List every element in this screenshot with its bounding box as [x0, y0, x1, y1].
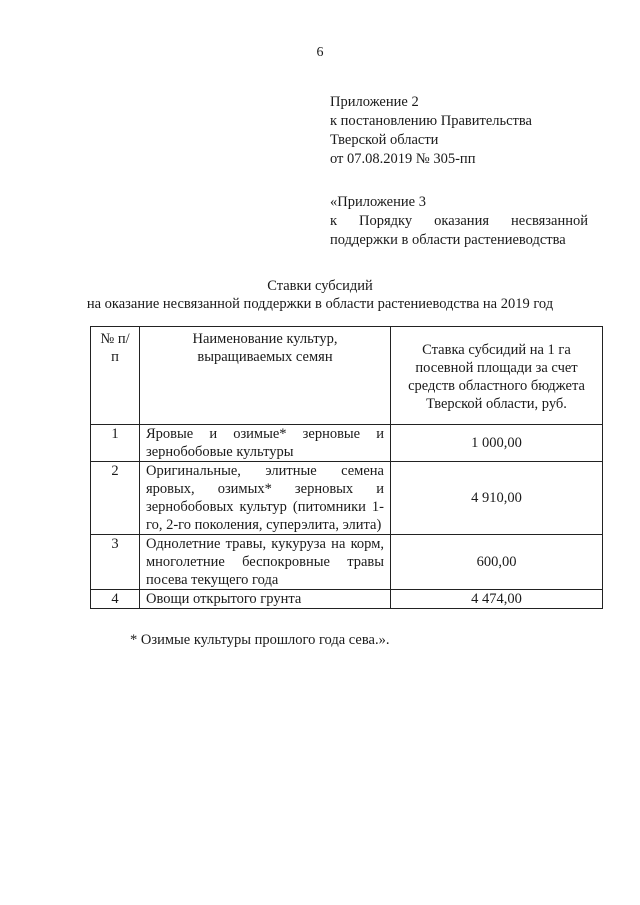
document-title [0, 277, 640, 313]
row-name [140, 590, 391, 609]
subsidy-rates-table [90, 326, 603, 609]
page-number: 6 [316, 45, 324, 60]
table-header-row [91, 327, 603, 425]
row-name-text: Овощи открытого грунта [146, 591, 302, 607]
row-name [140, 535, 391, 590]
table-row [91, 425, 603, 462]
appendix-3-header [330, 193, 588, 250]
row-num: 1 [91, 425, 140, 462]
header-name: Наименование культур, выращиваемых семян [140, 327, 391, 425]
row-rate: 4 910,00 [391, 462, 603, 535]
row-rate: 1 000,00 [391, 425, 603, 462]
appendix-2-line: от 07.08.2019 № 305-пп [330, 151, 476, 167]
appendix-3-line: к Порядку оказания несвязанной [330, 213, 588, 229]
appendix-2-line: к постановлению Правительства [330, 113, 532, 129]
row-num: 4 [91, 590, 140, 609]
appendix-3-line: «Приложение 3 [330, 194, 426, 210]
row-name [140, 462, 391, 535]
row-name-text: Однолетние травы, кукуруза на корм, многолетние беспокровные травы посева текущего года [146, 536, 384, 588]
row-rate: 600,00 [391, 535, 603, 590]
row-num: 2 [91, 462, 140, 535]
title-line: Ставки субсидий [267, 278, 373, 294]
row-name-text: Яровые и озимые* зерновые и зернобобовые культуры [146, 426, 384, 460]
table-row [91, 590, 603, 609]
footnote: * Озимые культуры прошлого года сева.». [130, 632, 390, 648]
row-rate: 4 474,00 [391, 590, 603, 609]
title-line: на оказание несвязанной поддержки в области растениеводства на 2019 год [86, 296, 554, 312]
table-row [91, 462, 603, 535]
appendix-2-line: Приложение 2 [330, 94, 419, 110]
table-row [91, 535, 603, 590]
appendix-2-line: Тверской области [330, 132, 439, 148]
appendix-2-header [330, 93, 600, 169]
row-num: 3 [91, 535, 140, 590]
row-name-text: Оригинальные, элитные семена яровых, озимых* зерновых и зернобобовых культур (питомники 1-го, 2-го поколения, суперэлита, элита) [146, 463, 384, 533]
row-name [140, 425, 391, 462]
appendix-3-line: поддержки в области растениеводства [330, 232, 566, 248]
header-num: № п/п [91, 327, 140, 425]
header-rate: Ставка субсидий на 1 га посевной площади за счет средств областного бюджета Тверской области, руб. [391, 327, 603, 425]
